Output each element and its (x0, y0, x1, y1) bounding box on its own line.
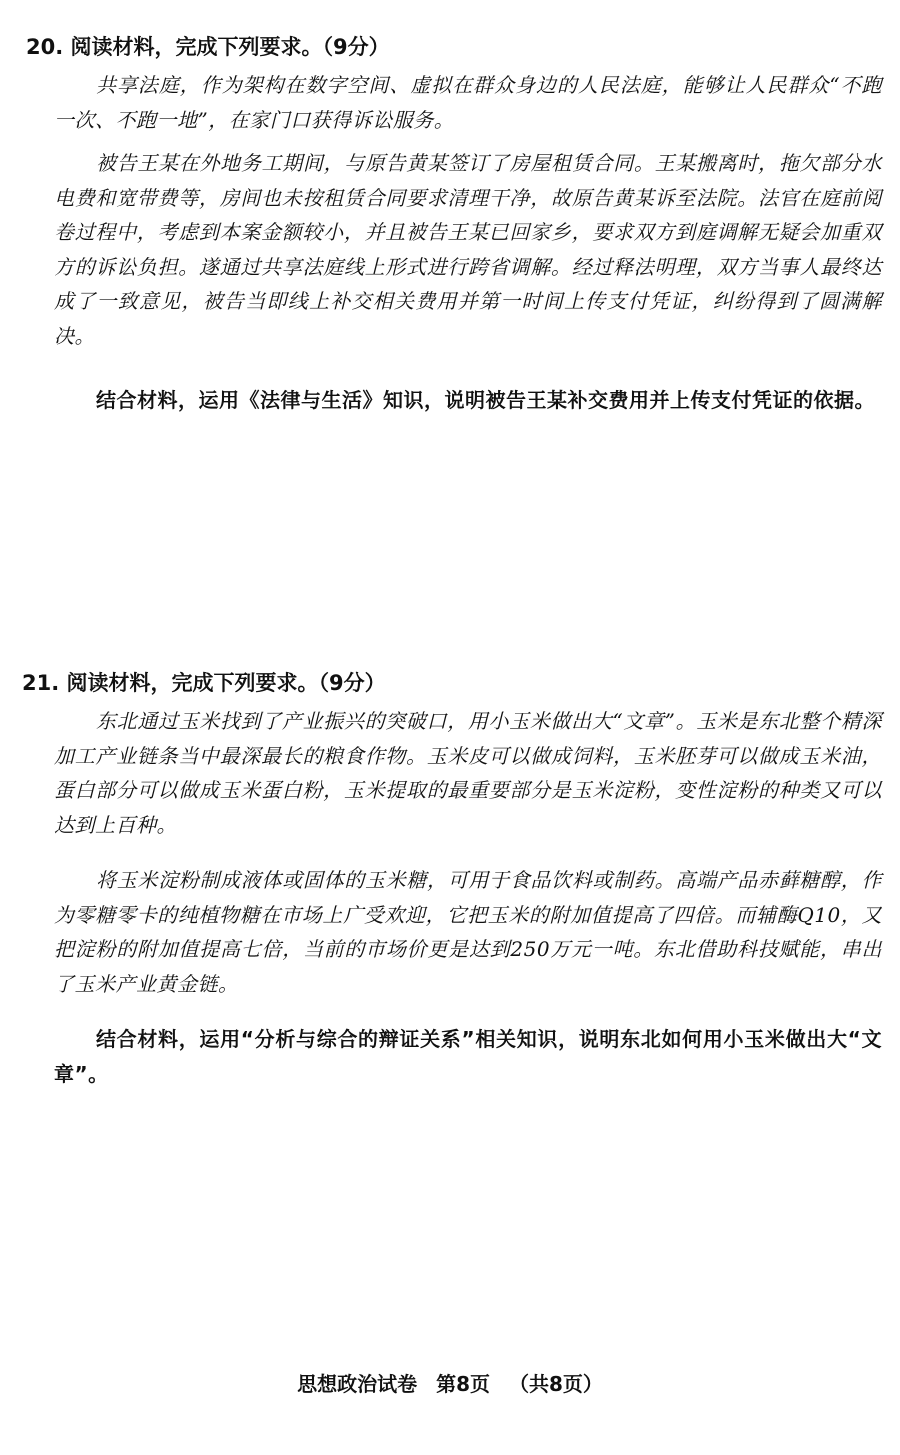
question-20-material-paragraph-1: 共享法庭，作为架构在数字空间、虚拟在群众身边的人民法庭，能够让人民群众“不跑一次、不跑一地”，在家门口获得诉讼服务。 (54, 73, 882, 132)
question-21-title: 21. 阅读材料，完成下列要求。（9分） (22, 671, 386, 695)
question-20-task: 结合材料，运用《法律与生活》知识，说明被告王某补交费用并上传支付凭证的依据。 (96, 388, 875, 412)
question-21-material-paragraph-2: 将玉米淀粉制成液体或固体的玉米糖，可用于食品饮料或制药。高端产品赤藓糖醇，作为零糖零卡的纯植物糖在市场上广受欢迎，它把玉米的附加值提高了四倍。而辅酶Q10，又把淀粉的附加值提高七倍，当前的市场价更是达到250万元一吨。东北借助科技赋能，串出了玉米产业黄金链。 (54, 868, 882, 996)
question-20-title: 20. 阅读材料，完成下列要求。（9分） (26, 35, 390, 59)
footer-total-pages: （共8页） (508, 1372, 603, 1396)
footer-subject: 思想政治试卷 (297, 1372, 418, 1396)
question-21-task: 结合材料，运用“分析与综合的辩证关系”相关知识，说明东北如何用小玉米做出大“文章”。 (54, 1027, 882, 1086)
page-footer (0, 1370, 900, 1398)
question-21-material-paragraph-1: 东北通过玉米找到了产业振兴的突破口，用小玉米做出大“文章”。玉米是东北整个精深加工产业链条当中最深最长的粮食作物。玉米皮可以做成饲料，玉米胚芽可以做成玉米油，蛋白部分可以做成玉米蛋白粉，玉米提取的最重要部分是玉米淀粉，变性淀粉的种类又可以达到上百种。 (54, 709, 882, 837)
question-20-material-paragraph-2: 被告王某在外地务工期间，与原告黄某签订了房屋租赁合同。王某搬离时，拖欠部分水电费和宽带费等，房间也未按租赁合同要求清理干净，故原告黄某诉至法院。法官在庭前阅卷过程中，考虑到本案金额较小，并且被告王某已回家乡，要求双方到庭调解无疑会加重双方的诉讼负担。遂通过共享法庭线上形式进行跨省调解。经过释法明理，双方当事人最终达成了一致意见，被告当即线上补交相关费用并第一时间上传支付凭证，纠纷得到了圆满解决。 (54, 151, 882, 348)
footer-page-number: 第8页 (436, 1372, 490, 1396)
